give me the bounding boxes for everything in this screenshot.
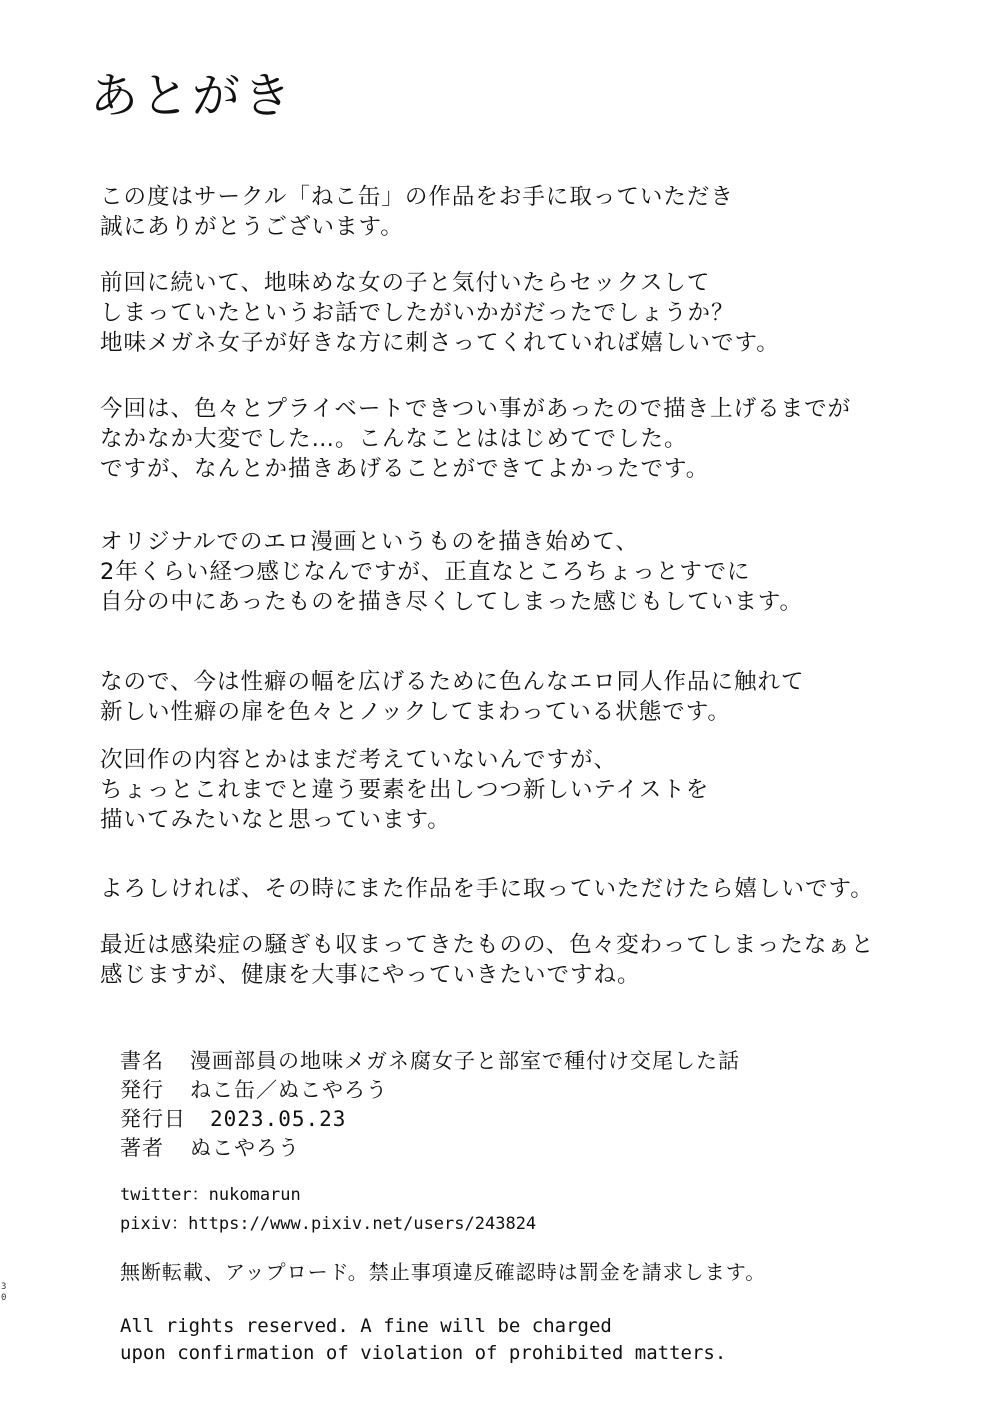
text-line: しまっていたというお話でしたがいかがだったでしょうか？: [100, 300, 735, 326]
rights-line-2: upon confirmation of violation of prohibited matters.: [120, 1342, 727, 1364]
text-line: ちょっとこれまでと違う要素を出しつつ新しいテイストを: [100, 777, 710, 803]
page-title: あとがき: [90, 68, 295, 124]
text-line: 今回は、色々とプライベートできつい事があったので描き上げるまでが: [100, 396, 852, 422]
text-line: なかなか大変でした…。こんなことははじめてでした。: [100, 426, 688, 452]
colophon-publisher-row: [120, 1076, 980, 1105]
twitter-link: twitter：nukomarun: [120, 1185, 301, 1205]
pixiv-link: pixiv：https://www.pixiv.net/users/243824: [120, 1214, 537, 1234]
text-line: 誠にありがとうございます。: [100, 214, 404, 240]
paragraph-3: [100, 394, 851, 484]
text-line: 新しい性癖の扉を色々とノックしてまわっている状態です。: [100, 699, 731, 725]
paragraph-4: [100, 527, 803, 617]
page-number-text: 3 0: [1, 1282, 7, 1303]
text-line: よろしければ、その時にまた作品を手に取っていただけたら嬉しいです。: [100, 876, 874, 902]
reprint-notice: 無断転載、アップロード。禁止事項違反確認時は罰金を請求します。: [120, 1260, 767, 1284]
text-line: 次回作の内容とかはまだ考えていないんですが、: [100, 747, 618, 773]
text-line: 自分の中にあったものを描き尽くしてしまった感じもしています。: [100, 589, 803, 615]
colophon: [120, 1047, 980, 1163]
colophon-date-label: 発行日: [120, 1107, 186, 1131]
colophon-title-value: 漫画部員の地味メガネ腐女子と部室で種付け交尾した話: [190, 1049, 740, 1073]
colophon-date-row: [120, 1105, 980, 1134]
colophon-author-value: ぬこやろう: [190, 1136, 300, 1160]
colophon-author-row: [120, 1134, 980, 1163]
rights-statement: [120, 1313, 726, 1367]
text-line: ですが、なんとか描きあげることができてよかったです。: [100, 456, 710, 482]
text-line: この度はサークル「ねこ缶」の作品をお手に取っていただき: [100, 184, 734, 210]
text-line: 前回に続いて、地味めな女の子と気付いたらセックスして: [100, 270, 711, 296]
text-line: オリジナルでのエロ漫画というものを描き始めて、: [100, 529, 639, 555]
text-line: 感じますが、健康を大事にやっていきたいですね。: [100, 962, 641, 988]
text-line: 最近は感染症の騒ぎも収まってきたものの、色々変わってしまったなぁと: [100, 932, 875, 958]
text-line: なので、今は性癖の幅を広げるために色んなエロ同人作品に触れて: [100, 669, 805, 695]
text-line: 描いてみたいなと思っています。: [100, 807, 451, 833]
colophon-date-value: 2023.05.23: [210, 1107, 347, 1131]
paragraph-8: [100, 930, 874, 990]
text-line: 2年くらい経つ感じなんですが、正直なところちょっとすでに: [100, 559, 751, 585]
contact-links: [120, 1181, 536, 1239]
colophon-title-label: 書名: [120, 1049, 164, 1073]
text-line: 地味メガネ女子が好きな方に刺さってくれていれば嬉しいです。: [100, 330, 780, 356]
rights-line-1: All rights reserved. A fine will be charged: [120, 1315, 612, 1337]
paragraph-2: [100, 268, 780, 358]
colophon-title-row: [120, 1047, 980, 1076]
colophon-publisher-value: ねこ缶／ぬこやろう: [190, 1078, 388, 1102]
colophon-publisher-label: 発行: [120, 1078, 164, 1102]
page-number: [1, 1282, 11, 1304]
paragraph-7: [100, 874, 874, 904]
colophon-author-label: 著者: [120, 1136, 164, 1160]
paragraph-5: [100, 667, 805, 727]
paragraph-1: [100, 182, 734, 242]
paragraph-6: [100, 745, 709, 835]
